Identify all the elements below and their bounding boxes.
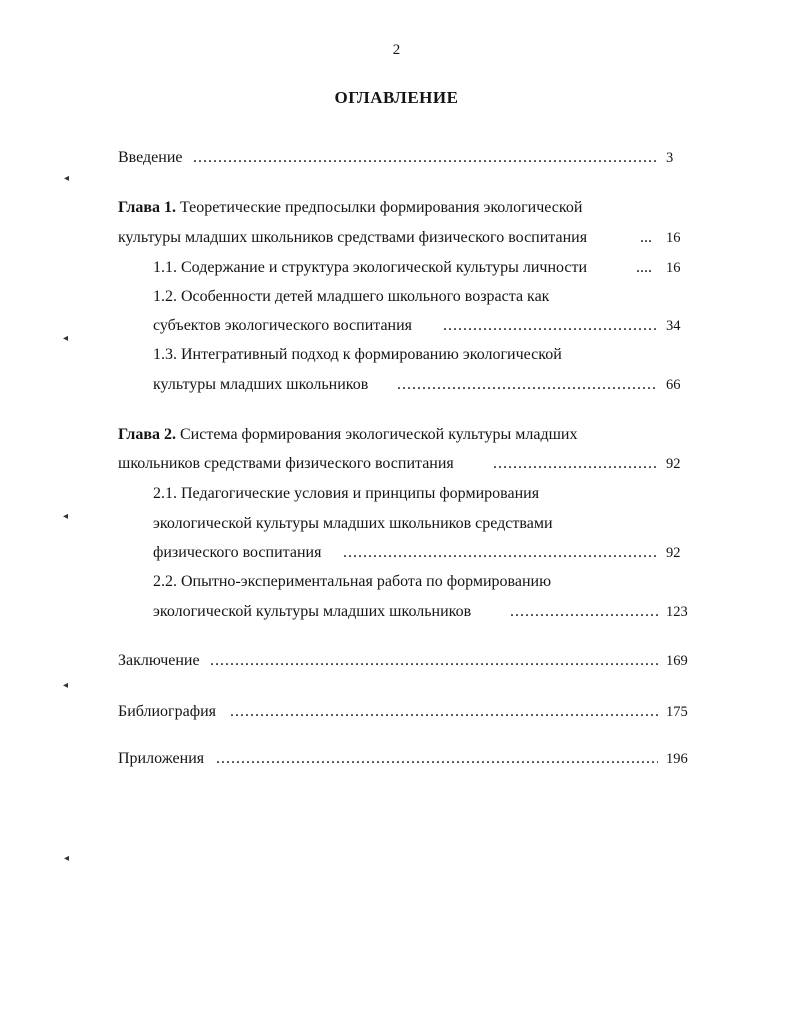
toc-section-2-2-line-1 (0, 570, 793, 594)
toc-chapter-1-line-2 (0, 226, 793, 250)
toc-entry-bibliography (0, 700, 793, 724)
scan-speck: ◂ (63, 333, 69, 344)
toc-entry-page: 16 (666, 230, 681, 246)
toc-section-label: 1.3. Интегративный подход к формированию экологической (153, 346, 562, 363)
toc-entry-label: Приложения (118, 750, 205, 767)
toc-entry-page: 196 (666, 751, 688, 767)
toc-section-label: 1.2. Особенности детей младшего школьного возраста как (153, 288, 550, 305)
leader-dots (193, 146, 658, 170)
toc-entry-page: 3 (666, 150, 674, 166)
toc-section-label: экологической культуры младших школьников (153, 603, 472, 620)
leader-dots (210, 649, 658, 673)
leader-dots: .... (636, 259, 652, 276)
toc-chapter-1-line-1 (0, 196, 793, 220)
toc-section-2-2-line-2 (0, 600, 793, 624)
toc-entry-page: 169 (666, 653, 688, 669)
leader-dots (510, 600, 658, 624)
chapter-title-part: Теоретические предпосылки формирования экологической (180, 199, 583, 216)
chapter-title-part: культуры младших школьников средствами физического воспитания (118, 229, 588, 246)
leader-dots (216, 747, 658, 771)
chapter-prefix: Глава 1. (118, 199, 176, 216)
toc-section-label: 2.1. Педагогические условия и принципы формирования (153, 485, 540, 502)
leader-dots (343, 541, 658, 565)
toc-chapter-2-heading (118, 423, 577, 447)
toc-entry-page: 92 (666, 456, 681, 472)
toc-entry-label: Заключение (118, 652, 200, 669)
toc-section-2-1-line-1 (0, 482, 793, 506)
toc-entry-intro (0, 146, 793, 170)
scan-speck: ◂ (63, 680, 69, 691)
toc-section-1-3-line-2 (0, 373, 793, 397)
toc-section-label: культуры младших школьников (153, 376, 369, 393)
chapter-title-part: школьников средствами физического воспитания (118, 455, 454, 472)
toc-section-1-2-line-1 (0, 285, 793, 309)
toc-section-2-1-line-2 (0, 512, 793, 536)
toc-entry-page: 92 (666, 545, 681, 561)
toc-section-label: физического воспитания (153, 544, 322, 561)
toc-section-label: 1.1. Содержание и структура экологической культуры личности (153, 259, 588, 276)
toc-entry-conclusion (0, 649, 793, 673)
toc-entry-label: Библиография (118, 703, 216, 720)
leader-dots (397, 373, 658, 397)
scan-speck: ◂ (64, 853, 70, 864)
toc-section-label: 2.2. Опытно-экспериментальная работа по формированию (153, 573, 552, 590)
leader-dots (230, 700, 658, 724)
toc-section-label: субъектов экологического воспитания (153, 317, 413, 334)
toc-entry-page: 123 (666, 604, 688, 620)
chapter-prefix: Глава 2. (118, 426, 176, 443)
toc-section-1-1 (0, 256, 793, 280)
toc-section-label: экологической культуры младших школьников средствами (153, 515, 553, 532)
toc-chapter-2-line-2 (0, 452, 793, 476)
toc-section-1-2-line-2 (0, 314, 793, 338)
leader-dots (443, 314, 658, 338)
leader-dots (493, 452, 658, 476)
page-number: 2 (392, 42, 401, 58)
toc-section-2-1-line-3 (0, 541, 793, 565)
toc-entry-page: 175 (666, 704, 688, 720)
chapter-title-part: Система формирования экологической культуры младших (180, 426, 578, 443)
toc-entry-label: Введение (118, 149, 183, 166)
scan-speck: ◂ (63, 511, 69, 522)
toc-entry-page: 34 (666, 318, 681, 334)
page-title: ОГЛАВЛЕНИЕ (334, 88, 459, 107)
leader-dots: ... (640, 229, 652, 246)
toc-chapter-2-line-1 (0, 423, 793, 447)
toc-entry-page: 66 (666, 377, 681, 393)
toc-section-1-3-line-1 (0, 343, 793, 367)
toc-chapter-1-heading (118, 196, 582, 220)
toc-entry-appendices (0, 747, 793, 771)
scan-speck: ◂ (64, 173, 70, 184)
toc-entry-page: 16 (666, 260, 681, 276)
